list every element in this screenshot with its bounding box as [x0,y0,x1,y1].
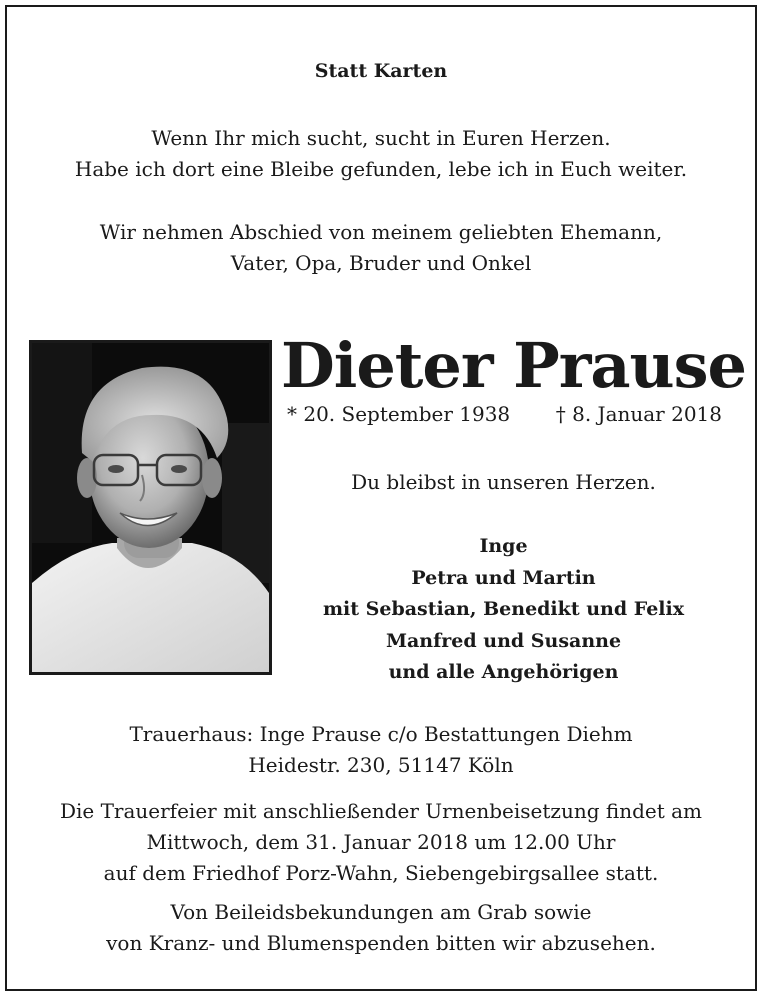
poem-text [7,123,755,185]
life-dates [287,402,722,426]
mourner-line: Inge [479,535,528,557]
portrait-photo [29,340,272,675]
poem-line: Wenn Ihr mich sucht, sucht in Euren Herzen. [151,126,611,150]
obituary-notice [5,5,757,991]
death-date: † 8. Januar 2018 [555,402,722,426]
birth-date: * 20. September 1938 [287,402,511,426]
address-line: Trauerhaus: Inge Prause c/o Bestattungen Diehm [129,722,633,746]
address-line: Heidestr. 230, 51147 Köln [248,753,514,777]
ceremony-info [7,796,755,889]
portrait-image [32,343,269,672]
deceased-name: Dieter Prause [281,329,746,402]
mourner-line: mit Sebastian, Benedikt und Felix [322,598,685,620]
poem-line: Habe ich dort eine Bleibe gefunden, lebe ich in Euch weiter. [74,157,688,181]
mourning-address [7,719,755,781]
mourner-line: und alle Angehörigen [388,661,619,683]
mourner-line: Manfred und Susanne [385,629,622,652]
request-line: Von Beileidsbekundungen am Grab sowie [170,900,592,924]
ceremony-line: auf dem Friedhof Porz-Wahn, Siebengebirgsallee statt. [103,861,659,885]
farewell-line: Wir nehmen Abschied von meinem geliebten Ehemann, [99,220,663,244]
mourners-list [281,531,726,689]
notice-heading: Statt Karten [314,60,448,82]
request-line: von Kranz- und Blumenspenden bitten wir abzusehen. [106,931,656,955]
ceremony-line: Mittwoch, dem 31. Januar 2018 um 12.00 Uhr [146,830,616,854]
mourner-line: Petra und Martin [411,566,596,589]
farewell-line: Vater, Opa, Bruder und Onkel [230,251,532,275]
condolence-request [7,897,755,959]
motto-text: Du bleibst in unseren Herzen. [351,470,656,494]
ceremony-line: Die Trauerfeier mit anschließender Urnenbeisetzung findet am [59,799,703,823]
farewell-text [7,217,755,279]
